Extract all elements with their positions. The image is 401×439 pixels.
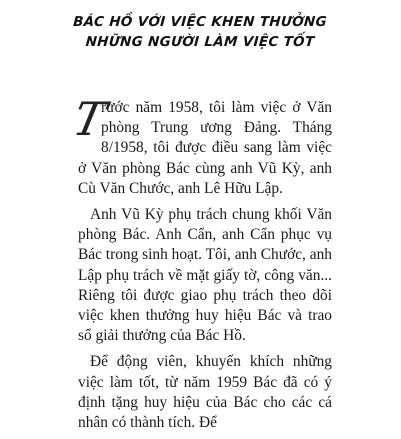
paragraph-1 xyxy=(68,92,332,199)
chapter-title-line-2: NHỮNG NGƯỜI LÀM VIỆC TỐT xyxy=(85,34,315,50)
paragraph-1-text: rước năm 1958, tôi làm việc ở Văn phòng Trung ương Đảng. Tháng 8/1958, tôi được điều sang làm việc ở Văn phòng Bác cùng anh Vũ Kỳ, anh Cù Văn Chước, anh Lê Hữu Lập. xyxy=(78,99,332,197)
drop-cap: T xyxy=(68,92,111,146)
chapter-title-line-1: BÁC HỒ VỚI VIỆC KHEN THƯỞNG xyxy=(72,14,328,30)
body-text xyxy=(68,92,332,439)
paragraph-3: Để động viên, khuyến khích những việc làm tốt, từ năm 1959 Bác đã có ý định tặng huy hiệu của Bác cho các cá nhân có thành tích. Để xyxy=(78,353,332,432)
paragraph-2: Anh Vũ Kỳ phụ trách chung khối Văn phòng Bác. Anh Cẩn, anh Cẩn phục vụ Bác trong sinh hoạt. Tôi, anh Chước, anh Lập phụ trách về mặt giấy tờ, công văn... Riêng tôi được giao phụ trách theo dõi việc khen thưởng huy hiệu Bác và trao sổ giải thưởng của Bác Hồ. xyxy=(78,206,332,345)
chapter-title xyxy=(0,12,400,52)
